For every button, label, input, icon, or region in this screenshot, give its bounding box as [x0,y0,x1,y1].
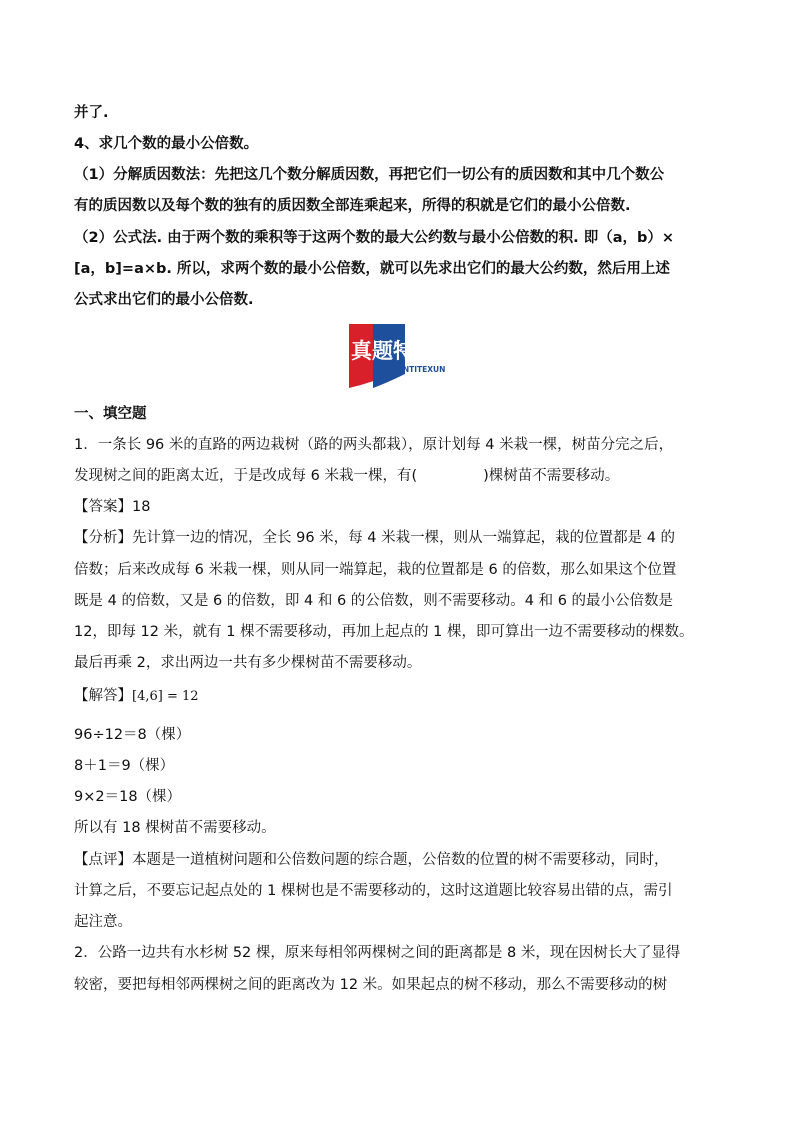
intro-line-3: （1）分解质因数法：先把这几个数分解质因数，再把它们一切公有的质因数和其中几个数公 [74,167,665,183]
analysis-text-1: 先计算一边的情况，全长 96 米，每 4 米栽一棵，则从一端算起，栽的位置都是 4 的 [132,530,676,546]
logo-title: 真题特训 [351,339,435,363]
analysis-label: 【分析】 [74,530,132,546]
q1-line-2 [74,466,619,486]
q1-answer [74,497,150,517]
q1-line-2-after-blank: )棵树苗不需要移动。 [483,468,620,484]
comment-label: 【点评】 [74,852,132,868]
logo-subtitle: ZHENTITEXUN [386,365,446,374]
section-heading: 一、填空题 [74,406,147,422]
q1-analysis-line-1 [74,528,675,548]
q2-line-1: 2．公路一边共有水杉树 52 棵，原来每相邻两棵树之间的距离都是 8 米，现在因树长大了显得 [74,945,681,961]
q1-solution-heading [74,686,199,707]
q1-solution-conclusion: 所以有 18 棵树苗不需要移动。 [74,820,276,836]
intro-line-6: [a，b]=a×b. 所以，求两个数的最小公倍数，就可以先求出它们的最大公约数，然后用上述 [74,261,670,277]
zhentitexun-logo [343,322,453,392]
q1-line-1: 1．一条长 96 米的直路的两边栽树（路的两头都栽），原计划每 4 米栽一棵，树苗分完之后， [74,437,674,453]
q1-solution-step-2: 8＋1＝9（棵） [74,758,175,774]
q1-analysis-line-5: 最后再乘 2，求出两边一共有多少棵树苗不需要移动。 [74,655,422,671]
answer-value: 18 [132,499,151,515]
intro-line-5: （2）公式法. 由于两个数的乘积等于这两个数的最大公约数与最小公倍数的积. 即（a，b）× [74,230,675,246]
intro-line-2: 4、求几个数的最小公倍数。 [74,136,259,152]
q1-comment-line-2: 计算之后，不要忘记起点处的 1 棵树也是不需要移动的，这时这道题比较容易出错的点，需引 [74,883,673,899]
comment-text-1: 本题是一道植树问题和公倍数问题的综合题，公倍数的位置的树不需要移动，同时， [132,852,669,868]
q1-comment-line-3: 起注意。 [74,914,132,930]
q1-analysis-line-4: 12，即每 12 米，就有 1 棵不需要移动，再加上起点的 1 棵，即可算出一边不需要移动的棵数。 [74,624,694,640]
solution-formula: [4,6] = 12 [132,689,199,704]
q1-solution-step-1: 96÷12＝8（棵） [74,727,191,743]
q1-comment-line-1 [74,850,669,870]
intro-line-4: 有的质因数以及每个数的独有的质因数全部连乘起来，所得的积就是它们的最小公倍数. [74,198,631,214]
q2-line-2: 较密，要把每相邻两棵树之间的距离改为 12 米。如果起点的树不移动，那么不需要移动的树 [74,977,668,993]
solution-label: 【解答】 [74,688,132,704]
answer-label: 【答案】 [74,499,132,515]
q1-line-2-before-blank: 发现树之间的距离太近，于是改成每 6 米栽一棵，有( [74,468,418,484]
q1-analysis-line-2: 倍数；后来改成每 6 米栽一棵，则从同一端算起，栽的位置都是 6 的倍数，那么如果这个位置 [74,562,677,578]
intro-line-7: 公式求出它们的最小公倍数. [74,292,254,308]
q1-analysis-line-3: 既是 4 的倍数，又是 6 的倍数，即 4 和 6 的公倍数，则不需要移动。4 和 6 的最小公倍数是 [74,593,674,609]
intro-line-1: 并了. [74,105,109,121]
q1-solution-step-3: 9×2＝18（棵） [74,789,182,805]
